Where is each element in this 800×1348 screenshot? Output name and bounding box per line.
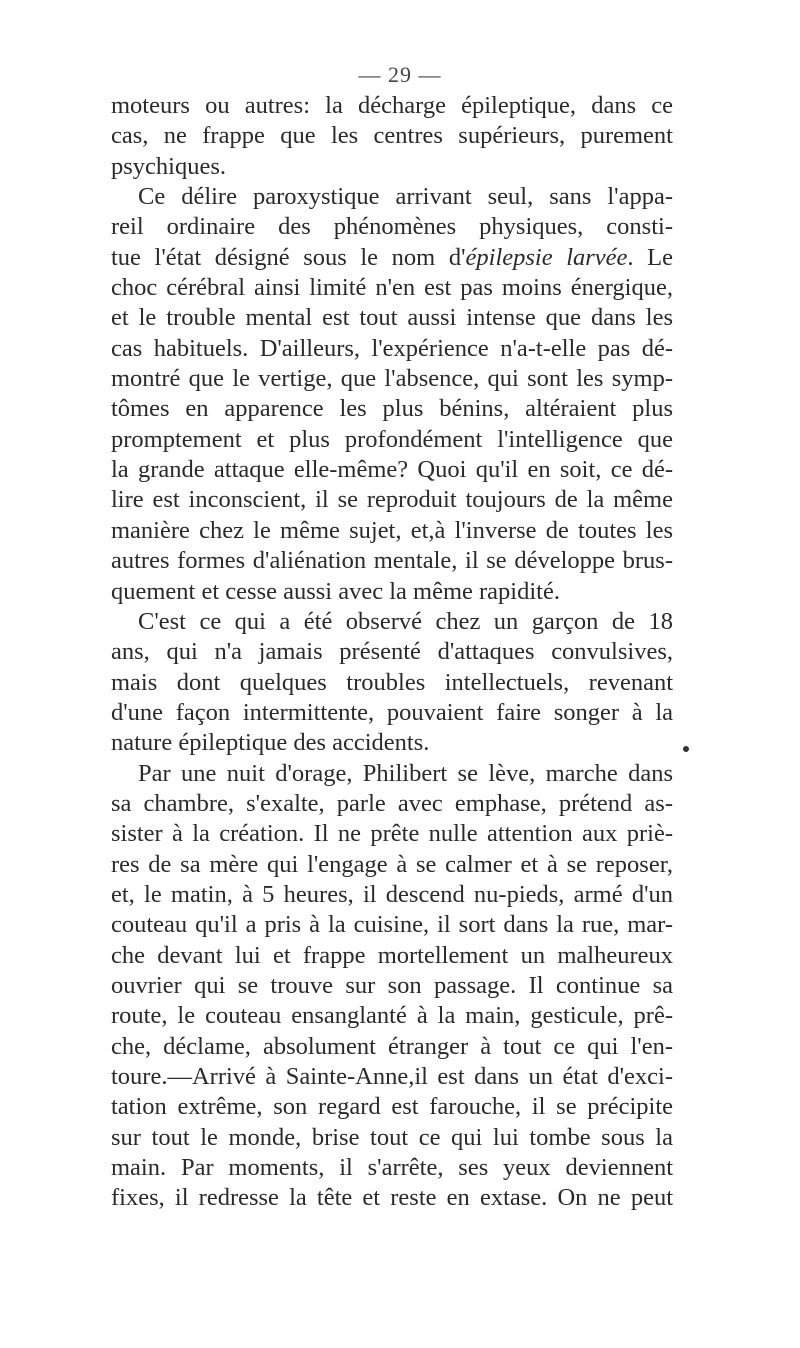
text-line: psychiques. (111, 152, 226, 180)
text-line: et, le matin, à 5 heures, il descend nu-pieds, armé d'un (111, 880, 673, 908)
text-line: route, le couteau ensanglanté à la main, gesticule, prê- (111, 1002, 673, 1030)
text-line: Par une nuit d'orage, Philibert se lève, marche dans (138, 759, 673, 787)
text-line: quement et cesse aussi avec la même rapidité. (111, 577, 560, 605)
text-line: couteau qu'il a pris à la cuisine, il sort dans la rue, mar- (111, 911, 673, 939)
text-line: manière chez le même sujet, et,à l'inverse de toutes les (111, 516, 673, 544)
text-line: tation extrême, son regard est farouche, il se précipite (111, 1093, 673, 1121)
page-number: — 29 — (358, 62, 442, 87)
text-line: fixes, il redresse la tête et reste en extase. On ne peut (111, 1184, 673, 1212)
text-line: mais dont quelques troubles intellectuels, revenant (111, 668, 673, 696)
margin-mark (683, 746, 689, 752)
text-line: tômes en apparence les plus bénins, altéraient plus (111, 395, 673, 423)
text-line: sur tout le monde, brise tout ce qui lui tombe sous la (111, 1123, 673, 1151)
text-line: toure.—Arrivé à Sainte-Anne,il est dans un état d'exci- (111, 1063, 673, 1090)
text-line: autres formes d'aliénation mentale, il se développe brus- (111, 547, 673, 575)
text-line: sa chambre, s'exalte, parle avec emphase, prétend as- (111, 789, 673, 817)
text-line: che devant lui et frappe mortellement un malheureux (111, 941, 673, 969)
text-line: res de sa mère qui l'engage à se calmer et à se reposer, (111, 850, 673, 878)
text-segment: . Le (627, 243, 673, 271)
text-line: reil ordinaire des phénomènes physiques, consti- (111, 213, 673, 241)
body-text (111, 91, 673, 1214)
text-line: promptement et plus profondément l'intelligence que (111, 425, 673, 453)
text-segment: tue l'état désigné sous le nom d' (111, 243, 466, 271)
text-line: Ce délire paroxystique arrivant seul, sans l'appa- (138, 183, 673, 211)
text-line: nature épileptique des accidents. (111, 729, 430, 757)
text-line: ouvrier qui se trouve sur son passage. Il continue sa (111, 971, 673, 999)
text-line: choc cérébral ainsi limité n'en est pas moins énergique, (111, 274, 673, 302)
text-line: C'est ce qui a été observé chez un garçon de 18 (138, 607, 673, 635)
italic-term: épilepsie larvée (465, 243, 628, 271)
text-line: sister à la création. Il ne prête nulle attention aux priè- (111, 820, 673, 848)
text-line: lire est inconscient, il se reproduit toujours de la même (111, 486, 673, 514)
text-line: ans, qui n'a jamais présenté d'attaques convulsives, (111, 638, 673, 666)
text-line: montré que le vertige, que l'absence, qui sont les symp- (111, 365, 673, 393)
text-line: che, déclame, absolument étranger à tout ce qui l'en- (111, 1032, 673, 1060)
text-line: et le trouble mental est tout aussi intense que dans les (111, 304, 673, 332)
text-line (111, 243, 673, 273)
text-line: moteurs ou autres: la décharge épileptique, dans ce (111, 92, 673, 119)
text-line: main. Par moments, il s'arrête, ses yeux deviennent (111, 1154, 673, 1182)
text-line: cas, ne frappe que les centres supérieurs, purement (111, 122, 673, 150)
text-line: d'une façon intermittente, pouvaient faire songer à la (111, 698, 673, 726)
text-line: la grande attaque elle-même? Quoi qu'il en soit, ce dé- (111, 456, 673, 484)
text-line: cas habituels. D'ailleurs, l'expérience n'a-t-elle pas dé- (111, 334, 673, 362)
